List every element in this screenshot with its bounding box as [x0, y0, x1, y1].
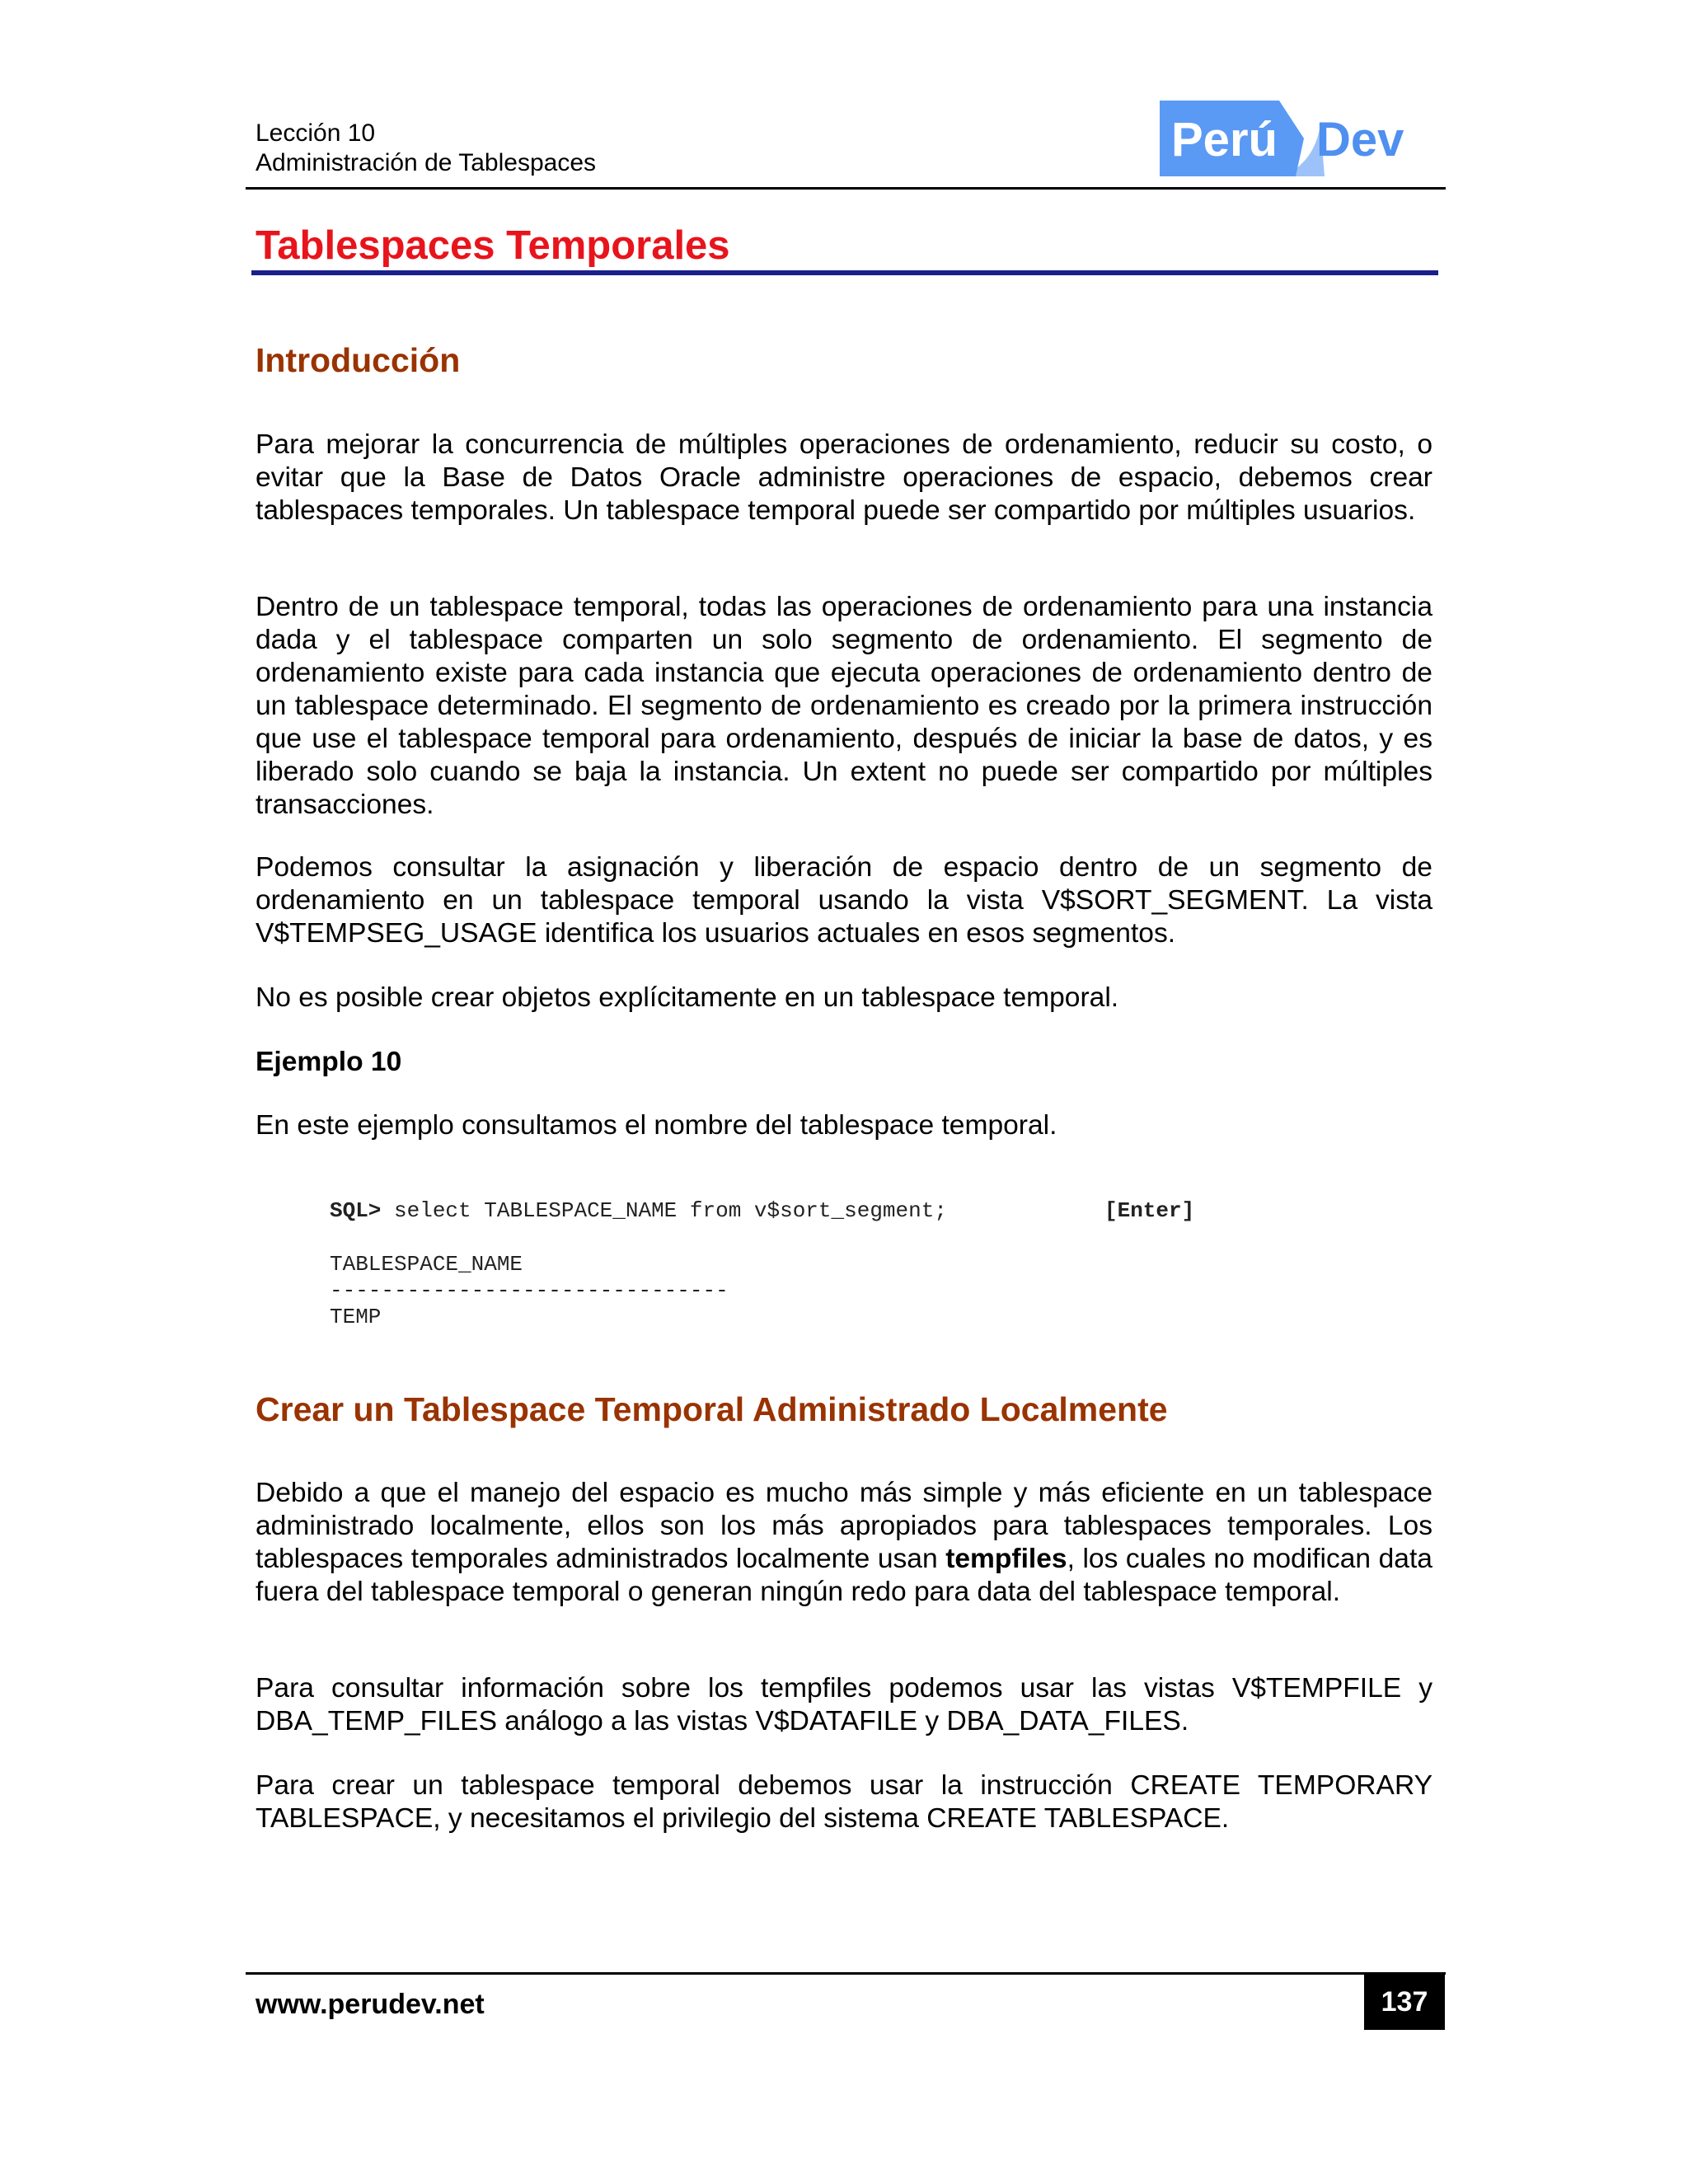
paragraph: Para mejorar la concurrencia de múltiples operaciones de ordenamiento, reducir su costo, o evitar que la Base de Datos Oracle administre operaciones de espacio, debemos crear tablespaces temporales. Un tablespace temporal puede ser compartido por múltiples usuarios.: [256, 429, 1432, 526]
section-heading-introduccion: Introducción: [256, 341, 461, 379]
example-label: Ejemplo 10: [256, 1047, 402, 1077]
paragraph: Para consultar información sobre los tempfiles podemos usar las vistas V$TEMPFILE y DBA_TEMP_FILES análogo a las vistas V$DATAFILE y DBA_DATA_FILES.: [256, 1673, 1432, 1736]
logo-text-dev: Dev: [1316, 113, 1404, 166]
paragraph: Debido a que el manejo del espacio es mucho más simple y más eficiente en un tablespace administrado localmente, ellos son los más apropiados para tablespaces temporales. Los tablespaces temporales administrados localmente usan tempfiles, los cuales no modifican data fuera del tablespace temporal o generan ningún redo para data del tablespace temporal.: [256, 1478, 1432, 1607]
perudev-logo: [1160, 101, 1425, 176]
example-description: En este ejemplo consultamos el nombre del tablespace temporal.: [256, 1110, 1057, 1141]
bold-term: tempfiles: [945, 1544, 1067, 1574]
lesson-number: Lección 10: [256, 120, 376, 147]
footer-divider: [246, 1972, 1446, 1975]
code-command-line: [330, 1197, 947, 1224]
paragraph: Podemos consultar la asignación y liberación de espacio dentro de un segmento de ordenamiento en un tablespace temporal usando la vista V$SORT_SEGMENT. La vista V$TEMPSEG_USAGE identifica los usuarios actuales en esos segmentos.: [256, 852, 1432, 949]
code-enter-key: [Enter]: [1104, 1198, 1195, 1223]
code-column-header: TABLESPACE_NAME: [330, 1252, 523, 1277]
paragraph: Para crear un tablespace temporal debemos usar la instrucción CREATE TEMPORARY TABLESPACE, y necesitamos el privilegio del sistema CREATE TABLESPACE.: [256, 1770, 1432, 1834]
page-title: Tablespaces Temporales: [256, 223, 730, 268]
code-result: TEMP: [330, 1305, 382, 1329]
lesson-subtitle: Administración de Tablespaces: [256, 149, 597, 176]
sql-command: select TABLESPACE_NAME from v$sort_segment;: [381, 1198, 947, 1223]
section-heading-crear-tablespace: Crear un Tablespace Temporal Administrado Localmente: [256, 1390, 1168, 1428]
running-header: [256, 119, 596, 178]
logo-text-peru: Perú: [1171, 113, 1278, 166]
paragraph: No es posible crear objetos explícitamente en un tablespace temporal.: [256, 982, 1119, 1013]
footer-url[interactable]: www.perudev.net: [256, 1989, 485, 2020]
header-divider: [246, 187, 1446, 190]
code-separator: -------------------------------: [330, 1278, 729, 1303]
page-number: 137: [1364, 1974, 1445, 2030]
paragraph: Dentro de un tablespace temporal, todas las operaciones de ordenamiento para una instancia dada y el tablespace comparten un solo segmento de ordenamiento. El segmento de ordenamiento existe para cada instancia que ejecuta operaciones de ordenamiento dentro de un tablespace determinado. El segmento de ordenamiento es creado por la primera instrucción que use el tablespace temporal para ordenamiento, después de iniciar la base de datos, y es liberado solo cuando se baja la instancia. Un extent no puede ser compartido por múltiples transacciones.: [256, 592, 1432, 820]
sql-prompt: SQL>: [330, 1198, 382, 1223]
title-underline: [251, 270, 1438, 275]
